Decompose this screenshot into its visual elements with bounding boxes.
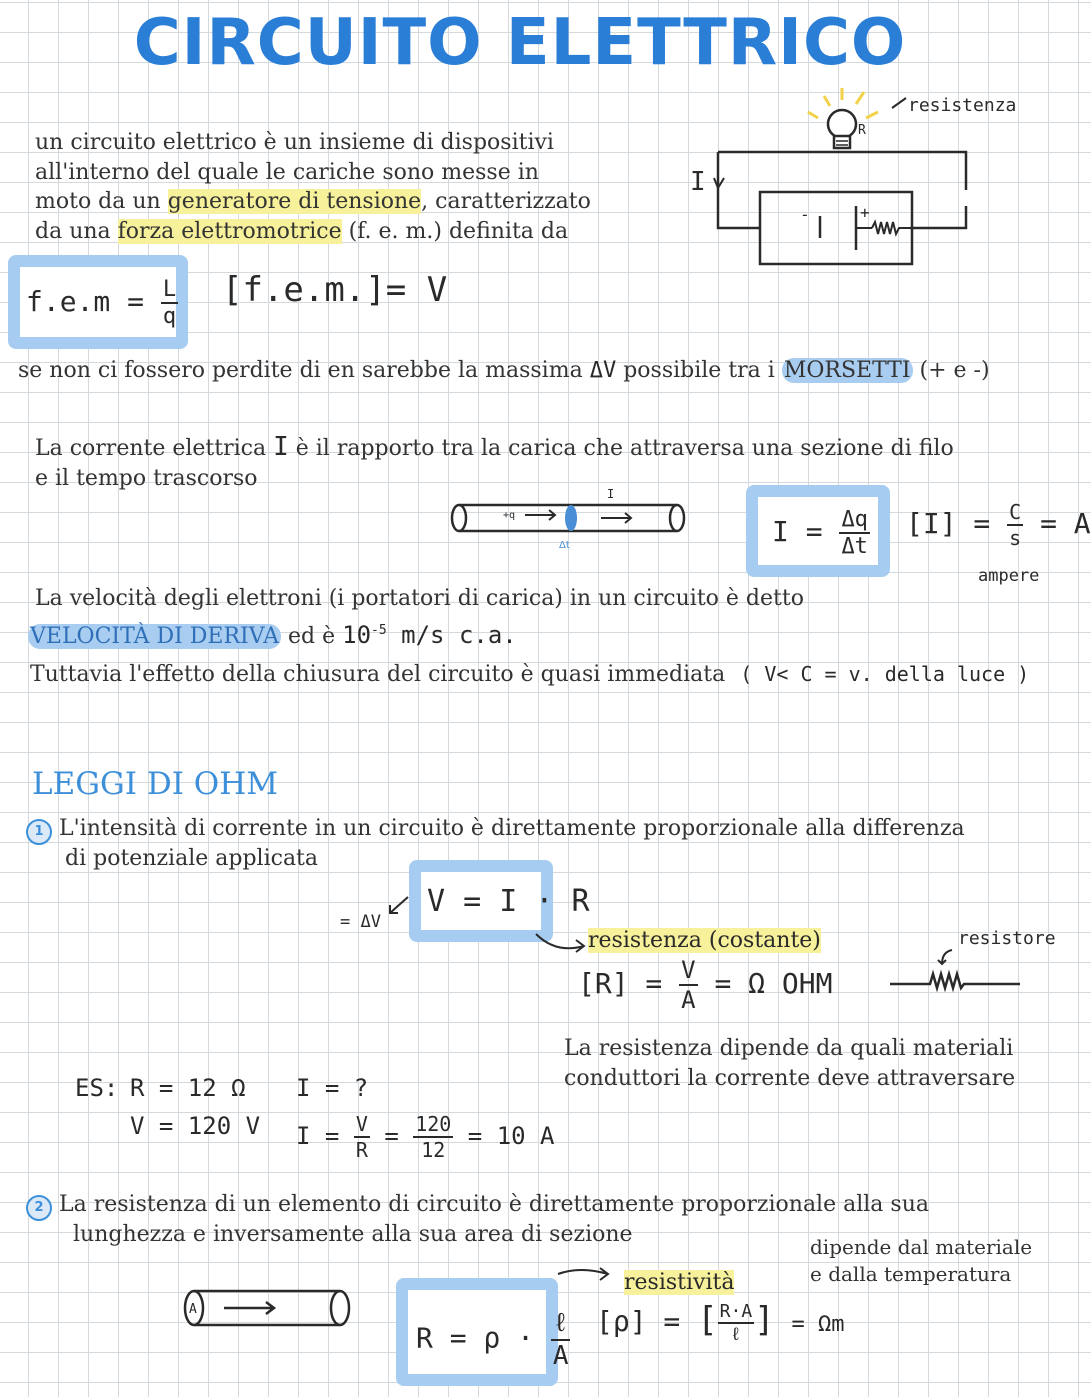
- ohm-formula-box: V = I · R: [409, 860, 553, 942]
- highlight-generatore: generatore di tensione: [167, 189, 422, 214]
- law1-line2: di potenziale applicata: [65, 846, 319, 871]
- label-I: I: [690, 167, 706, 197]
- arrow-right-icon: [224, 1302, 274, 1314]
- ampere-label: ampere: [978, 566, 1040, 586]
- resistor-symbol-icon: [886, 944, 1026, 994]
- intro-line: da una forza elettromotrice (f. e. m.) definita da: [35, 218, 569, 244]
- dipende-note: dipende dal materiale e dalla temperatura: [810, 1235, 1033, 1286]
- svg-text:-: -: [800, 205, 810, 224]
- arrow-icon: [536, 934, 584, 952]
- page-title: CIRCUITO ELETTRICO: [133, 6, 907, 80]
- fem-unit: [f.e.m.]= V: [222, 270, 448, 310]
- current-unit: [I] = $\frac{C}{s}$ = A: [906, 500, 1091, 550]
- example-i-calc: I = $\frac{V}{R}$ = $\frac{120}{12}$ = 10 A: [296, 1112, 555, 1162]
- fem-formula-box: f.e.m = $\frac{L}{q}$: [8, 255, 188, 349]
- resistivity-formula-box: R = ρ · $\frac{\text{ℓ}}{A}$: [396, 1278, 558, 1386]
- velocita-line3: Tuttavia l'effetto della chiusura del circuito è quasi immediata ( V< C = v. della luce ): [30, 662, 1030, 687]
- label-R: R: [858, 123, 866, 138]
- example-v: V = 120 V: [130, 1112, 261, 1140]
- svg-text:I: I: [607, 487, 615, 501]
- circuit-diagram: [680, 78, 1040, 278]
- corrente-paragraph: La corrente elettrica I è il rapporto tra la carica che attraversa una sezione di filo e il tempo trascorso: [35, 432, 954, 491]
- law2: 2 La resistenza di un elemento di circuito è direttamente proporzionale alla sua: [26, 1190, 929, 1221]
- arrow-right-icon: [601, 513, 631, 523]
- section-heading-ohm: LEGGI DI OHM: [32, 766, 278, 802]
- svg-text:A: A: [189, 1302, 197, 1317]
- intro-line: all'interno del quale le cariche sono messe in: [35, 159, 539, 185]
- conductor-cylinder: [178, 1284, 358, 1334]
- materiali-note: La resistenza dipende da quali materiali conduttori la corrente deve attraversare: [564, 1036, 1016, 1091]
- resistivita-label: resistività: [624, 1270, 735, 1295]
- resistance-unit: [R] = $\frac{V}{A}$ = Ω OHM: [578, 956, 833, 1014]
- velocita-line1: La velocità degli elettroni (i portatori di carica) in un circuito è detto: [35, 586, 804, 611]
- highlight-morsetti: MORSETTI: [783, 358, 911, 383]
- wire-diagram: [445, 482, 695, 552]
- arrow-icon: [558, 1268, 608, 1280]
- svg-text:Δt: Δt: [559, 540, 570, 551]
- law2-line2: lunghezza e inversamente alla sua area di sezione: [73, 1222, 633, 1247]
- example-r: R = 12 Ω: [130, 1074, 246, 1102]
- resistore-label: resistore: [958, 928, 1056, 949]
- resistivity-unit: [ρ] = [ $\frac{R\cdot A}{\text{ℓ}}$ ] = Ωm: [596, 1300, 845, 1345]
- svg-text:+: +: [860, 203, 870, 222]
- example-i-question: I = ?: [296, 1074, 369, 1102]
- section-icon: [565, 505, 577, 531]
- law1: 1 L'intensità di corrente in un circuito è direttamente proporzionale alla differenza: [26, 814, 965, 845]
- law1-number: 1: [26, 819, 52, 845]
- svg-text:+q: +q: [503, 510, 516, 521]
- intro-paragraph: [35, 128, 685, 246]
- velocita-line2: VELOCITÀ DI DERIVA ed è $10^{-5}$ m/s c.a.: [30, 621, 517, 649]
- intro-line: un circuito elettrico è un insieme di dispositivi: [35, 130, 554, 155]
- example-label: ES:: [75, 1074, 119, 1102]
- morsetti-line: se non ci fossero perdite di en sarebbe la massima ΔV possibile tra i MORSETTI (+ e -): [18, 358, 990, 383]
- intro-line: moto da un generatore di tensione, caratterizzato: [35, 189, 591, 214]
- dv-note: = ΔV: [340, 912, 381, 932]
- current-formula-box: I = $\frac{\Delta q}{\Delta t}$: [746, 485, 890, 577]
- light-bulb-icon: [828, 110, 856, 148]
- label-resistenza: resistenza: [908, 95, 1017, 116]
- resistenza-costante: resistenza (costante): [588, 928, 821, 953]
- highlight-velocita-deriva: VELOCITÀ DI DERIVA: [30, 624, 280, 649]
- highlight-fem: forza elettromotrice: [117, 218, 342, 244]
- law2-number: 2: [26, 1195, 52, 1221]
